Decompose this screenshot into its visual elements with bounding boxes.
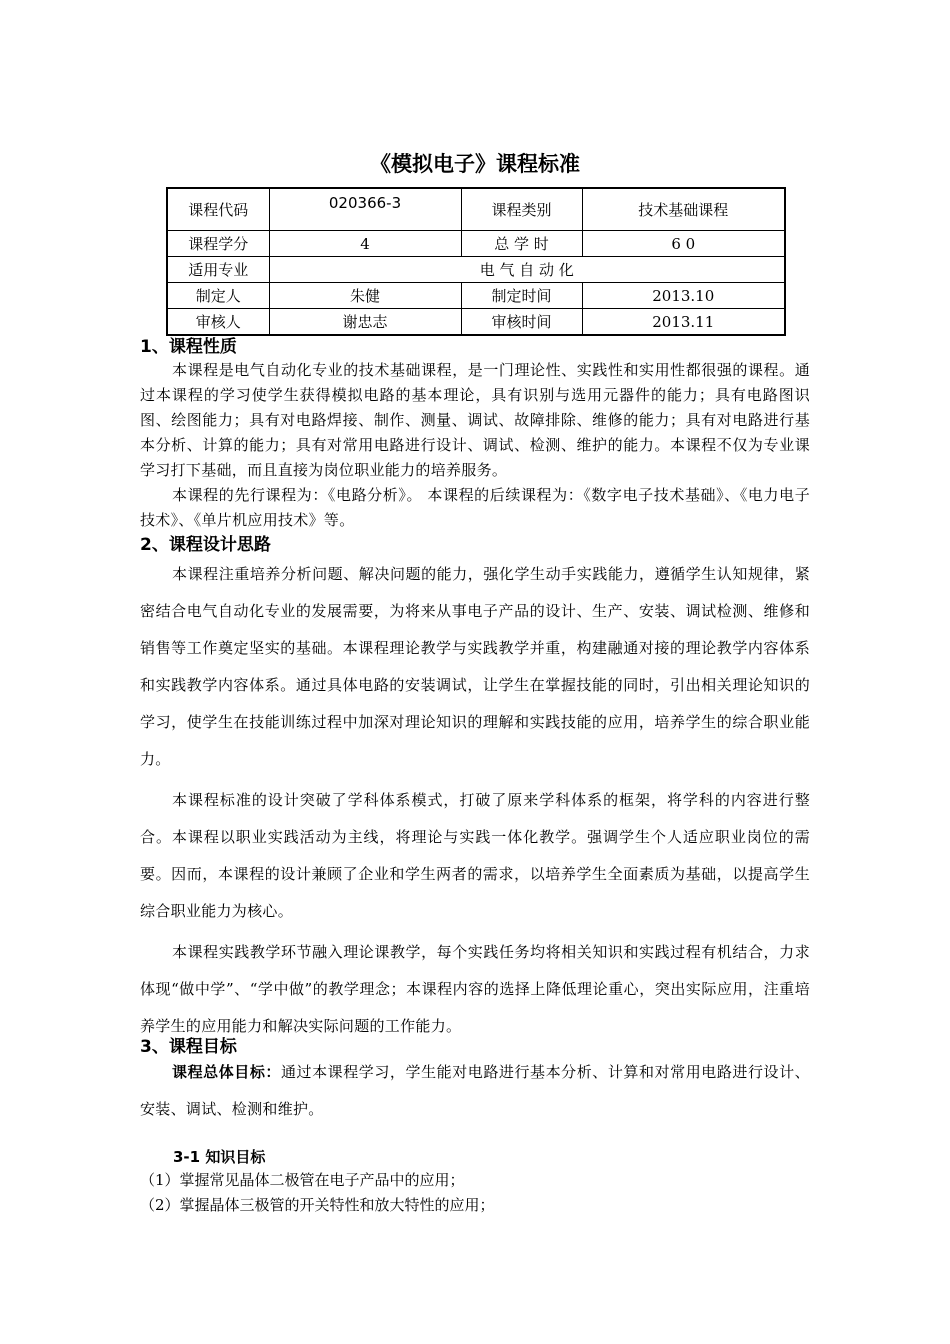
table-cell: 020366-3 bbox=[269, 188, 461, 231]
table-cell: 电 气 自 动 化 bbox=[269, 257, 785, 283]
section-course-nature bbox=[140, 336, 810, 533]
table-row bbox=[167, 231, 785, 257]
paragraph: 本课程实践教学环节融入理论课教学，每个实践任务均将相关知识和实践过程有机结合，力求体现“做中学”、“学中做”的教学理念；本课程内容的选择上降低理论重心，突出实际应用，注重培养学生的应用能力和解决实际问题的工作能力。 bbox=[140, 943, 810, 1035]
table-cell: 审核时间 bbox=[461, 309, 582, 336]
table-cell: 制定人 bbox=[167, 283, 269, 309]
paragraph: 本课程注重培养分析问题、解决问题的能力，强化学生动手实践能力，遵循学生认知规律，紧密结合电气自动化专业的发展需要，为将来从事电子产品的设计、生产、安装、调试检测、维修和销售等工作奠定坚实的基础。本课程理论教学与实践教学并重，构建融通对接的理论教学内容体系和实践教学内容体系。通过具体电路的安装调试，让学生在掌握技能的同时，引出相关理论知识的学习，使学生在技能训练过程中加深对理论知识的理解和实践技能的应用，培养学生的综合职业能力。 bbox=[140, 565, 810, 768]
paragraph: 本课程的先行课程为：《电路分析》。 本课程的后续课程为：《数字电子技术基础》、《电力电子技术》、《单片机应用技术》等。 bbox=[140, 486, 810, 529]
section-heading: 1、课程性质 bbox=[140, 337, 237, 357]
table-cell: 课程学分 bbox=[167, 231, 269, 257]
goal-text: 通过本课程学习，学生能对电路进行基本分析、计算和对常用电路进行设计、安装、调试、检测和维护。 bbox=[140, 1063, 810, 1118]
table-row bbox=[167, 188, 785, 231]
goal-label: 课程总体目标： bbox=[172, 1063, 281, 1081]
paragraph: 本课程标准的设计突破了学科体系模式，打破了原来学科体系的框架，将学科的内容进行整合。本课程以职业实践活动为主线，将理论与实践一体化教学。强调学生个人适应职业岗位的需要。因而，本课程的设计兼顾了企业和学生两者的需求，以培养学生全面素质为基础，以提高学生综合职业能力为核心。 bbox=[140, 791, 810, 920]
table-cell: 审核人 bbox=[167, 309, 269, 336]
table-cell: 6 0 bbox=[582, 231, 785, 257]
section-heading: 3、课程目标 bbox=[140, 1037, 237, 1057]
table-cell: 谢忠志 bbox=[269, 309, 461, 336]
table-row bbox=[167, 309, 785, 336]
page-title: 《模拟电子》课程标准 bbox=[370, 152, 580, 176]
sub-heading: 3-1 知识目标 bbox=[173, 1148, 266, 1166]
table-cell: 4 bbox=[269, 231, 461, 257]
table-cell: 适用专业 bbox=[167, 257, 269, 283]
table-cell: 朱健 bbox=[269, 283, 461, 309]
list-item: （2）掌握晶体三极管的开关特性和放大特性的应用； bbox=[140, 1196, 495, 1214]
table-cell: 总 学 时 bbox=[461, 231, 582, 257]
paragraph: 本课程是电气自动化专业的技术基础课程，是一门理论性、实践性和实用性都很强的课程。通过本课程的学习使学生获得模拟电路的基本理论，具有识别与选用元器件的能力；具有电路图识图、绘图能力；具有对电路焊接、制作、测量、调试、故障排除、维修的能力；具有对电路进行基本分析、计算的能力；具有对常用电路进行设计、调试、检测、维护的能力。本课程不仅为专业课学习打下基础，而且直接为岗位职业能力的培养服务。 bbox=[140, 361, 810, 479]
table-cell: 课程类别 bbox=[461, 188, 582, 231]
section-design-approach bbox=[140, 534, 810, 1045]
list-item: （1）掌握常见晶体二极管在电子产品中的应用； bbox=[140, 1171, 465, 1189]
table-cell: 课程代码 bbox=[167, 188, 269, 231]
table-cell: 2013.11 bbox=[582, 309, 785, 336]
table-cell: 2013.10 bbox=[582, 283, 785, 309]
paragraph bbox=[140, 1054, 810, 1128]
section-course-goals bbox=[140, 1036, 810, 1218]
table-cell: 制定时间 bbox=[461, 283, 582, 309]
section-heading: 2、课程设计思路 bbox=[140, 535, 271, 555]
table-row bbox=[167, 283, 785, 309]
course-info-table bbox=[166, 187, 786, 336]
table-cell: 技术基础课程 bbox=[582, 188, 785, 231]
table-row bbox=[167, 257, 785, 283]
